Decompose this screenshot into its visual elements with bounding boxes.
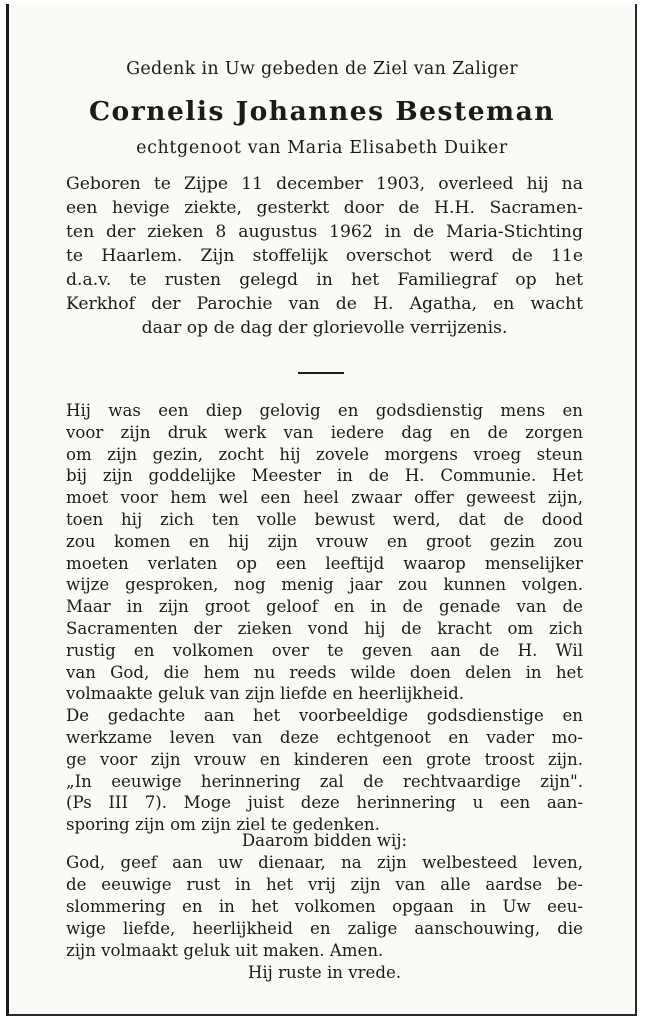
deceased-name: Cornelis Johannes Besteman <box>88 96 556 127</box>
biography-line: d.a.v. te rusten gelegd in het Familiegraf op het <box>66 270 583 290</box>
tribute-line: van God, die hem nu reeds wilde doen delen in het <box>66 662 583 682</box>
tribute-line: De gedachte aan het voorbeeldige godsdienstige en <box>66 706 583 726</box>
tribute-line: sporing zijn om zijn ziel te gedenken. <box>66 815 380 835</box>
biography-line: ten der zieken 8 augustus 1962 in de Maria-Stichting <box>66 222 583 242</box>
tribute-line: „In eeuwige herinnering zal de rechtvaardige zijn". <box>66 771 583 791</box>
biography-line: een hevige ziekte, gesterkt door de H.H. Sacramen- <box>66 198 583 218</box>
memorial-card <box>6 4 637 1016</box>
prayer-line: zijn volmaakt geluk uit maken. Amen. <box>66 941 384 960</box>
biography-line: te Haarlem. Zijn stoffelijk overschot werd de 11e <box>66 246 583 266</box>
tribute-line: ge voor zijn vrouw en kinderen een grote troost zijn. <box>66 749 583 769</box>
prayer-line: wige liefde, heerlijkheid en zalige aanschouwing, die <box>66 919 583 938</box>
tribute-line: toen hij zich ten volle bewust werd, dat de dood <box>66 509 583 529</box>
tribute-line: (Ps III 7). Moge juist deze herinnering u een aan- <box>66 793 583 813</box>
tribute-line: moet voor hem wel een heel zwaar offer geweest zijn, <box>66 488 583 508</box>
prayer-paragraph <box>66 830 583 984</box>
biography-line: Geboren te Zijpe 11 december 1903, overleed hij na <box>66 174 583 194</box>
tribute-line: bij zijn goddelijke Meester in de H. Communie. Het <box>66 466 583 486</box>
tribute-line: volmaakte geluk van zijn liefde en heerlijkheid. <box>66 684 465 704</box>
prayer-line: God, geef aan uw dienaar, na zijn welbesteed leven, <box>66 853 583 872</box>
tribute-line: moeten verlaten op een leeftijd waarop menselijker <box>66 553 583 573</box>
tribute-paragraph <box>66 400 583 836</box>
divider <box>298 372 344 374</box>
tribute-line: Sacramenten der zieken vond hij de kracht om zich <box>66 618 583 638</box>
closing-line: Hij ruste in vrede. <box>247 963 402 982</box>
tribute-line: wijze gesproken, nog menig jaar zou kunnen volgen. <box>66 575 583 595</box>
prayer-line: slommering en in het volkomen opgaan in Uw eeu- <box>66 897 583 916</box>
prayer-heading: Daarom bidden wij: <box>241 831 408 850</box>
biography-line: Kerkhof der Parochie van de H. Agatha, en wacht <box>66 294 583 314</box>
tribute-line: rustig en volkomen over te geven aan de H. Wil <box>66 640 583 660</box>
tribute-line: zou komen en hij zijn vrouw en groot gezin zou <box>66 531 583 551</box>
biography-line: daar op de dag der glorievolle verrijzenis. <box>141 318 508 338</box>
tribute-line: Maar in zijn groot geloof en in de genade van de <box>66 597 583 617</box>
tribute-line: voor zijn druk werk van iedere dag en de zorgen <box>66 422 583 442</box>
tribute-line: werkzame leven van deze echtgenoot en vader mo- <box>66 727 583 747</box>
spouse-line: echtgenoot van Maria Elisabeth Duiker <box>136 138 508 158</box>
biography-paragraph <box>66 172 583 340</box>
prayer-line: de eeuwige rust in het vrij zijn van alle aardse be- <box>66 875 583 894</box>
intro-line: Gedenk in Uw gebeden de Ziel van Zaliger <box>126 59 518 79</box>
tribute-line: Hij was een diep gelovig en godsdienstig mens en <box>66 401 583 420</box>
tribute-line: om zijn gezin, zocht hij zovele morgens vroeg steun <box>66 444 583 464</box>
